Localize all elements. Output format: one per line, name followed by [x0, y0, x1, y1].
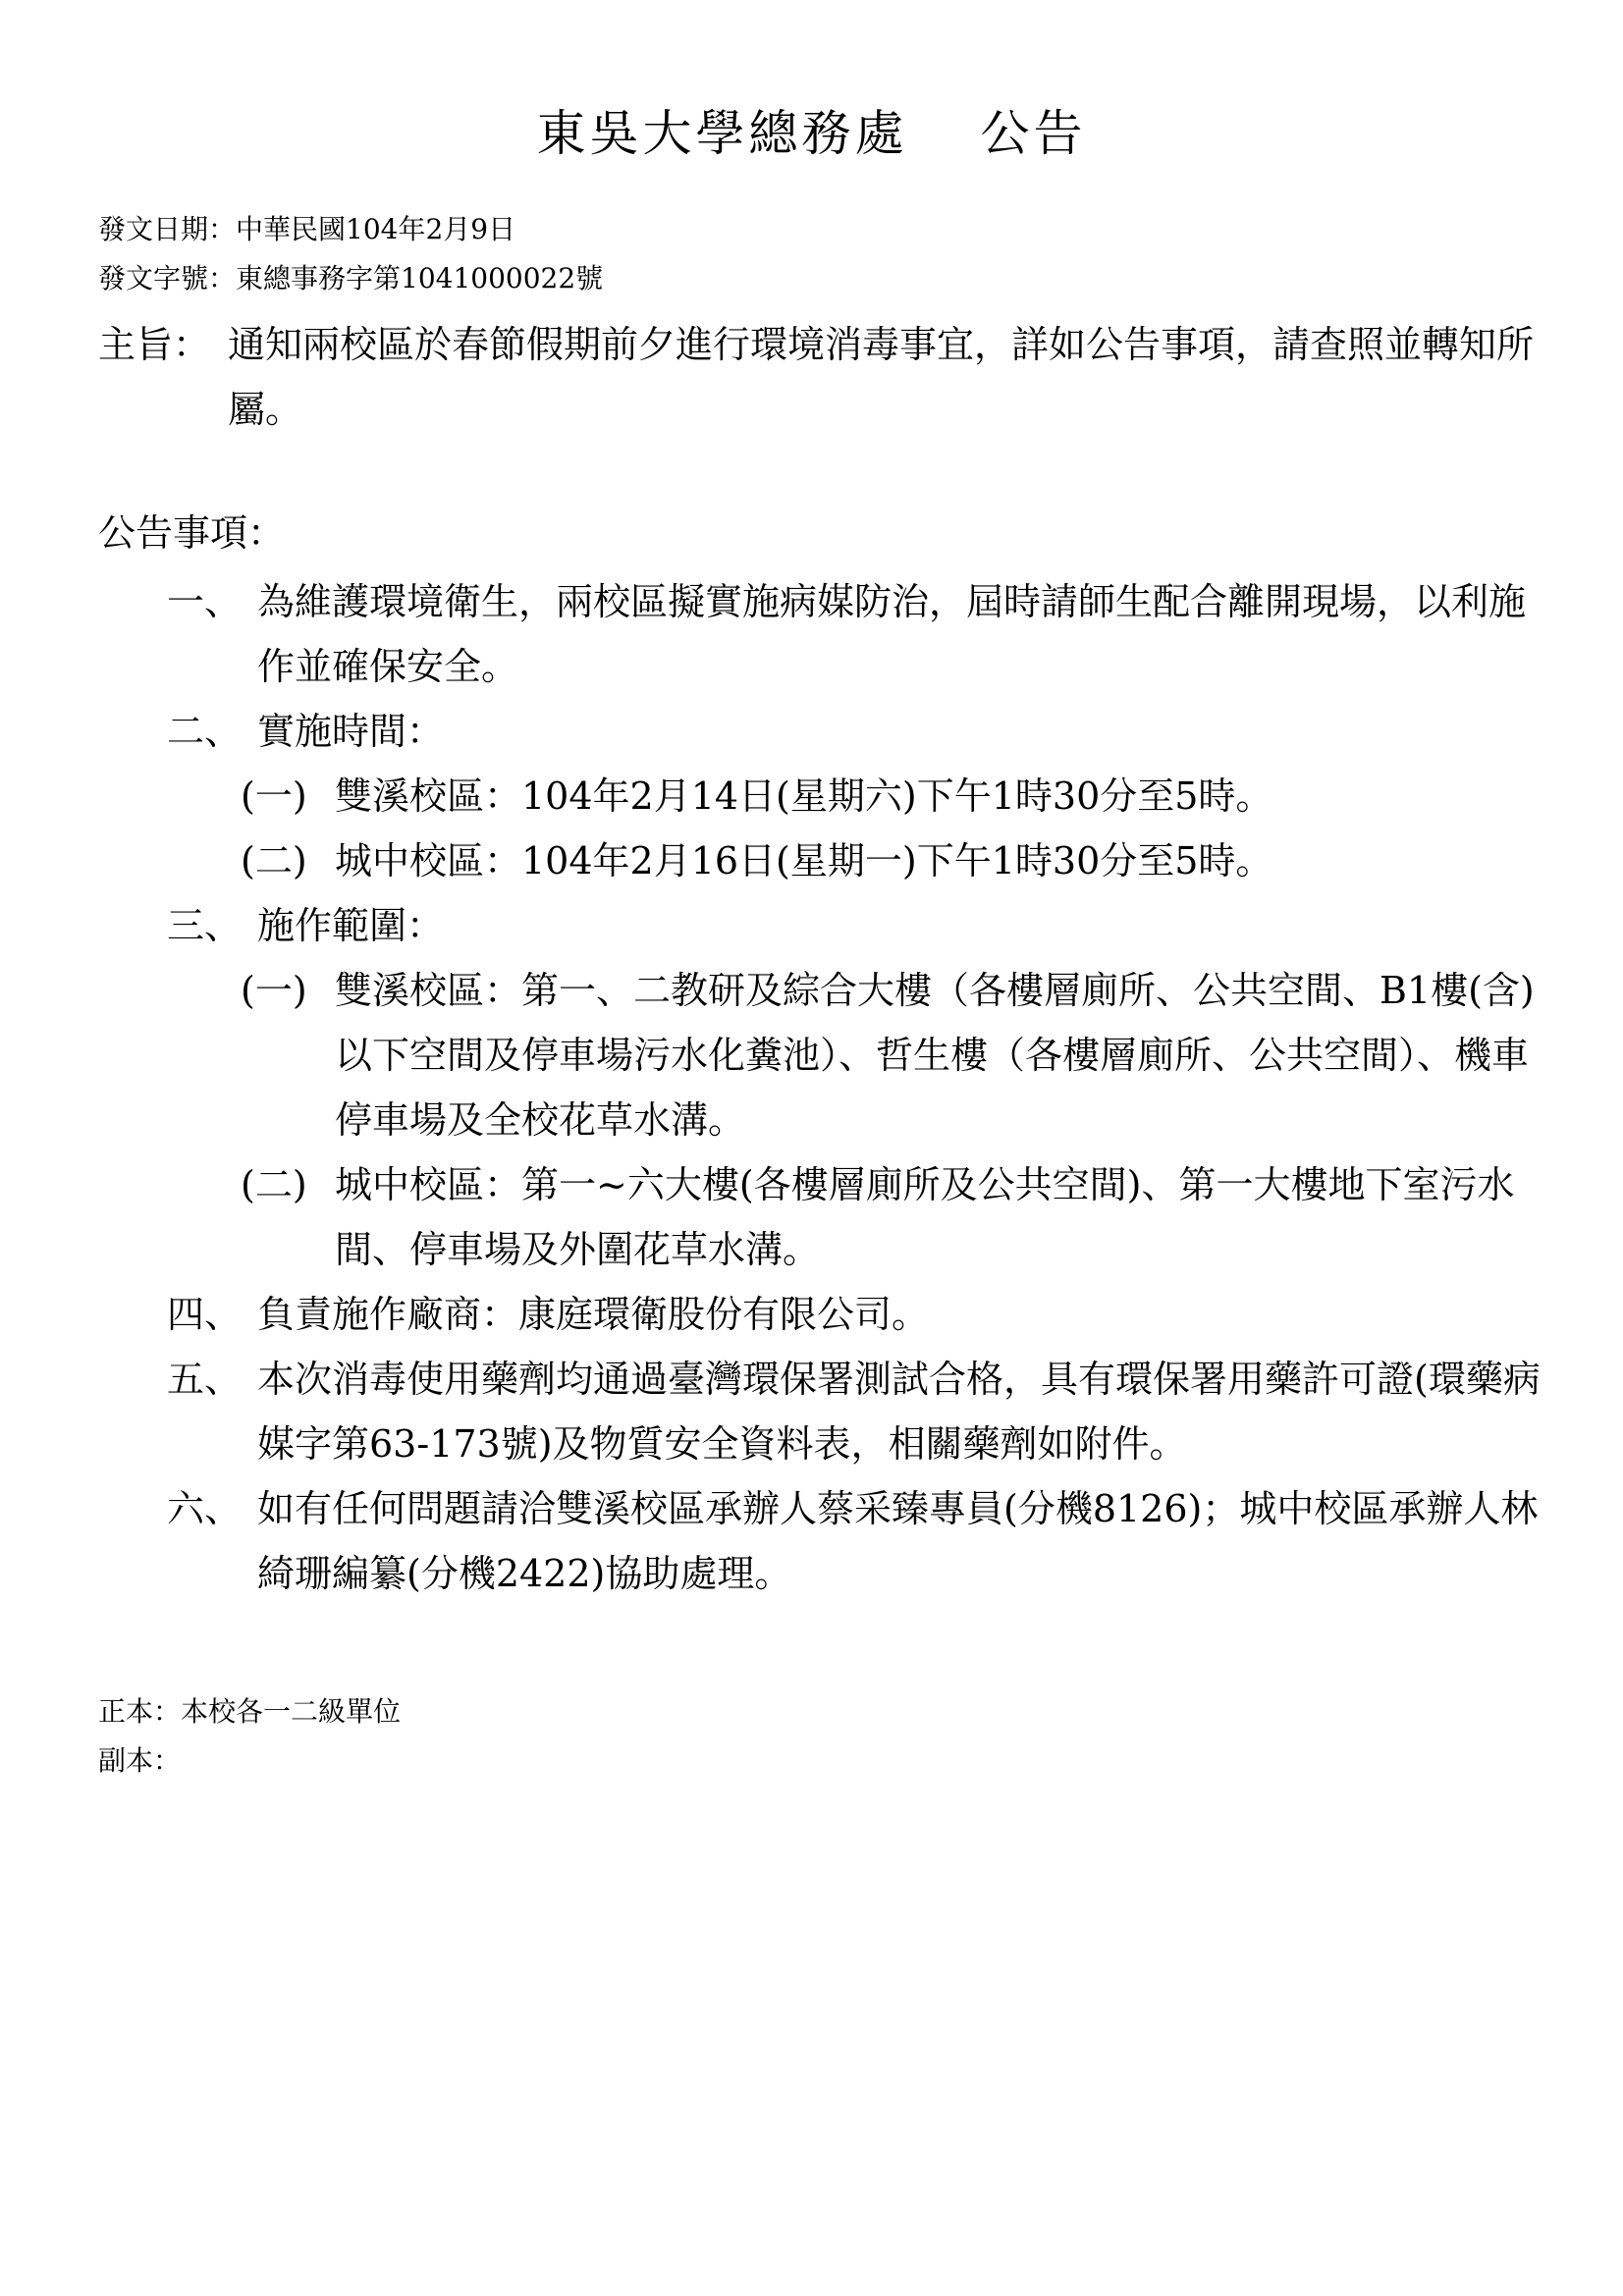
announcement-items	[167, 569, 1542, 1606]
item-text: 實施時間：	[257, 710, 445, 753]
sub-item-number: (一)	[241, 969, 307, 1012]
sub-item-text: 雙溪校區：104年2月14日(星期六)下午1時30分至5時。	[335, 774, 1273, 818]
item-number: 二、	[167, 710, 243, 753]
item-number: 三、	[167, 904, 243, 947]
sub-item	[241, 764, 1542, 828]
document-number: 發文字號：東總事務字第1041000022號	[98, 262, 604, 294]
item-number: 五、	[167, 1358, 243, 1401]
list-item	[167, 699, 1542, 764]
list-item	[167, 893, 1542, 958]
sub-item-number: (一)	[241, 774, 307, 818]
sub-item-number: (二)	[241, 839, 307, 882]
original-recipients: 正本：本校各一二級單位	[98, 1695, 402, 1728]
subject-text: 通知兩校區於春節假期前夕進行環境消毒事宜，詳如公告事項，請查照並轉知所屬。	[228, 323, 1535, 431]
list-item	[167, 1347, 1542, 1476]
item-number: 四、	[167, 1293, 243, 1336]
subject-label: 主旨：	[98, 323, 211, 366]
issue-date: 發文日期：中華民國104年2月9日	[98, 213, 516, 245]
subject-block	[98, 312, 1551, 442]
sub-item-text: 雙溪校區：第一、二教研及綜合大樓（各樓層廁所、公共空間、B1樓(含)以下空間及停車場污水化糞池）、哲生樓（各樓層廁所、公共空間）、機車停車場及全校花草水溝。	[335, 969, 1535, 1142]
list-item	[167, 569, 1542, 699]
item-text: 施作範圍：	[257, 904, 445, 947]
item-number: 六、	[167, 1487, 243, 1530]
sub-item-text: 城中校區：第一~六大樓(各樓層廁所及公共空間)、第一大樓地下室污水間、停車場及外圍花草水溝。	[335, 1163, 1515, 1271]
item-text: 本次消毒使用藥劑均通過臺灣環保署測試合格，具有環保署用藥許可證(環藥病媒字第63-173號)及物質安全資料表，相關藥劑如附件。	[257, 1358, 1541, 1466]
item-number: 一、	[167, 580, 243, 623]
sub-item-text: 城中校區：104年2月16日(星期一)下午1時30分至5時。	[335, 839, 1273, 882]
list-item	[167, 1282, 1542, 1347]
sub-item	[241, 1152, 1542, 1282]
sub-item	[241, 828, 1542, 893]
page-title: 東吳大學總務處 公告	[536, 105, 1087, 162]
announcement-heading: 公告事項：	[98, 511, 286, 555]
item-text: 為維護環境衛生，兩校區擬實施病媒防治，屆時請師生配合離開現場，以利施作並確保安全。	[257, 580, 1527, 688]
item-text: 如有任何問題請洽雙溪校區承辦人蔡采臻專員(分機8126)；城中校區承辦人林綺珊編纂(分機2422)協助處理。	[257, 1487, 1539, 1595]
item-text: 負責施作廠商：康庭環衛股份有限公司。	[257, 1293, 930, 1336]
list-item	[167, 1476, 1542, 1606]
sub-item-number: (二)	[241, 1163, 307, 1206]
sub-item	[241, 958, 1542, 1152]
copy-recipients: 副本：	[98, 1744, 182, 1777]
